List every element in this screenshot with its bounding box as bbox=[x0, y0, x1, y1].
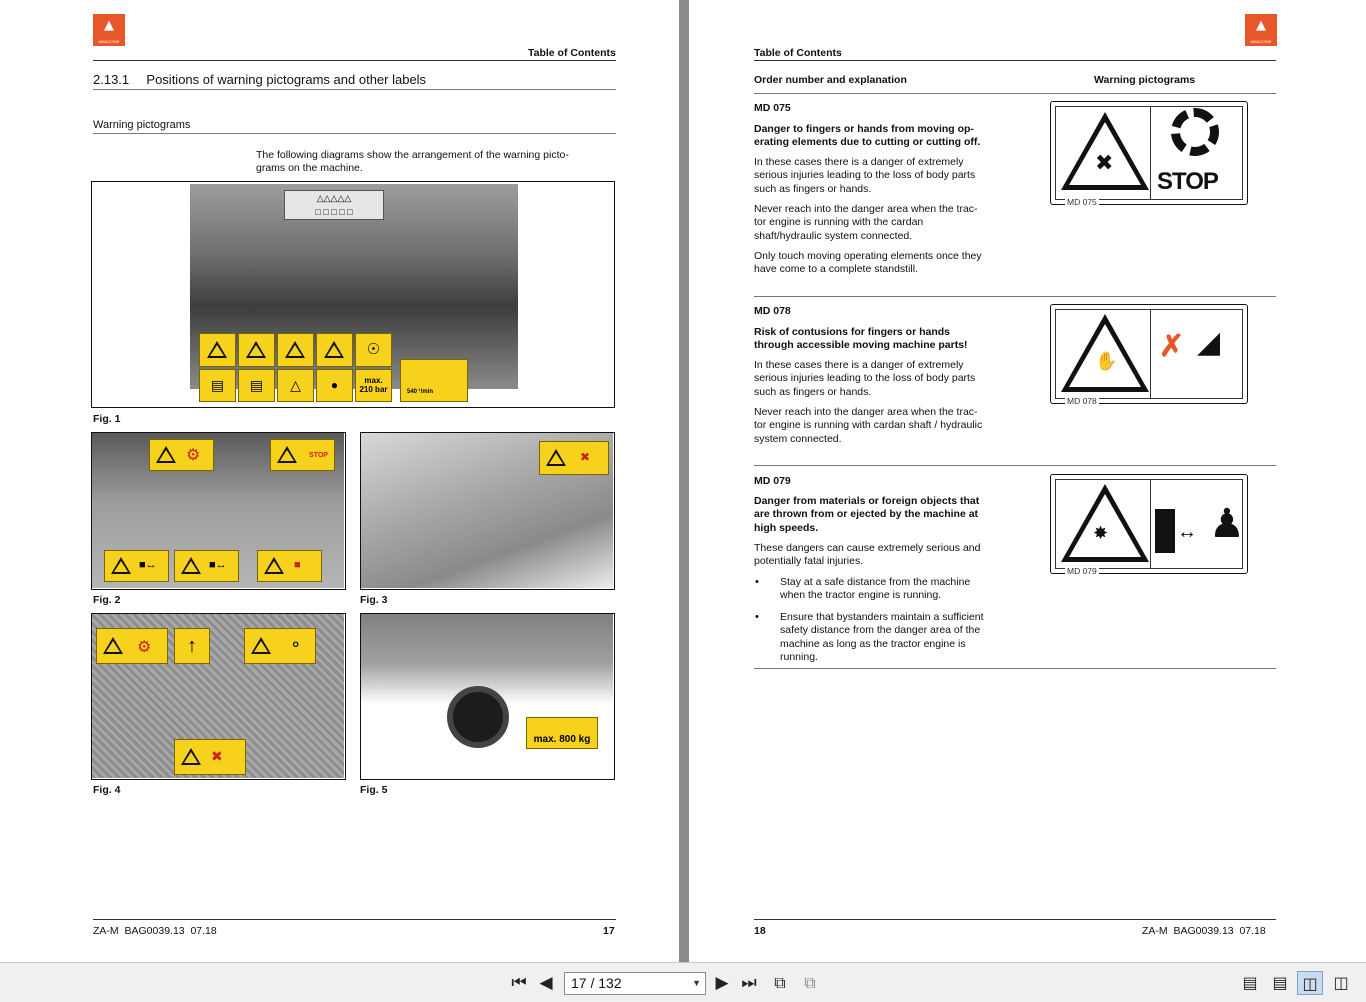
entry-text-md075-p1: In these cases there is a danger of extremely serious injuries leading to the loss of body parts such as fingers or hands. bbox=[754, 156, 976, 195]
fig5-label: Fig. 5 bbox=[360, 784, 388, 796]
entry-rule bbox=[754, 668, 1276, 669]
pictogram-md078: ✋ ✗ ◢ MD 078 bbox=[1050, 304, 1248, 404]
amazone-logo: ▲ AMAZONE bbox=[1245, 14, 1277, 46]
entry-text-md078-p1: In these cases there is a danger of extremely serious injuries leading to the loss of body parts such as fingers or hands. bbox=[754, 359, 976, 398]
section-title: Positions of warning pictograms and other labels bbox=[146, 72, 427, 87]
section-rule bbox=[93, 89, 616, 90]
entry-bullet-1: Stay at a safe distance from the machine when the tractor engine is running. bbox=[780, 576, 971, 602]
entry-rule bbox=[754, 465, 1276, 466]
entry-code-md079: MD 079 bbox=[754, 475, 791, 487]
fig3-label: Fig. 3 bbox=[360, 594, 388, 606]
entry-rule bbox=[754, 296, 1276, 297]
subheading: Warning pictograms bbox=[93, 119, 191, 131]
warning-label-strip: ☉ ▤ ▤ △ ● max. 210 bar 540 ¹/min bbox=[199, 333, 469, 403]
two-page-icon[interactable]: ◫ bbox=[1297, 971, 1323, 995]
bullet-marker: • bbox=[755, 576, 759, 588]
single-page-icon[interactable]: ▤ bbox=[1242, 973, 1258, 992]
page-header: Table of Contents bbox=[528, 47, 616, 59]
bullet-marker: • bbox=[755, 611, 759, 623]
page-header: Table of Contents bbox=[754, 47, 842, 59]
figure-3: ✖ bbox=[360, 432, 615, 590]
entry-title-md079: Danger from materials or foreign objects that are thrown from or ejected by the machine at high speeds. bbox=[754, 495, 980, 534]
max-load-label: max. 800 kg bbox=[526, 717, 598, 749]
entry-title-md075: Danger to fingers or hands from moving op- erating elements due to cutting or cutting off. bbox=[754, 123, 981, 149]
pictogram-md075: ✖ STOP MD 075 bbox=[1050, 101, 1248, 205]
max-pressure-label: max. 210 bar bbox=[355, 369, 392, 402]
intro-text: The following diagrams show the arrangement of the warning picto- grams on the machine. bbox=[256, 149, 569, 175]
footer-doc-id: ZA-M BAG0039.13 07.18 bbox=[1142, 925, 1266, 937]
jockey-wheel bbox=[447, 686, 509, 748]
entry-text-md075-p2: Never reach into the danger area when the trac- tor engine is running with the cardan shaft/hydraulic system connected. bbox=[754, 203, 978, 242]
page-number-select[interactable] bbox=[564, 972, 706, 995]
figure-5 bbox=[360, 613, 615, 780]
fig4-label: Fig. 4 bbox=[93, 784, 121, 796]
header-rule bbox=[754, 60, 1276, 61]
footer-rule bbox=[93, 919, 616, 920]
fig2-label: Fig. 2 bbox=[93, 594, 121, 606]
right-page bbox=[689, 0, 1366, 962]
entry-text-md075-p3: Only touch moving operating elements once they have come to a complete standstill. bbox=[754, 250, 982, 276]
entry-title-md078: Risk of contusions for fingers or hands through accessible moving machine parts! bbox=[754, 326, 968, 352]
continuous-icon[interactable]: ▤ bbox=[1272, 973, 1288, 992]
press-arrow-icon: ◢ bbox=[1197, 326, 1221, 359]
left-page bbox=[0, 0, 679, 962]
column-rule bbox=[754, 93, 1276, 94]
distance-arrow-icon: ↔ bbox=[1177, 521, 1197, 543]
decal-sheet: △△△△△ □ □ □ □ □ bbox=[284, 190, 384, 220]
last-page-icon[interactable]: ⏭ bbox=[741, 973, 757, 993]
amazone-logo: ▲ AMAZONE bbox=[93, 14, 125, 46]
footer-page-number: 18 bbox=[754, 925, 766, 937]
stop-text: STOP bbox=[1157, 168, 1218, 195]
fig1-label: Fig. 1 bbox=[93, 413, 121, 425]
machine-block-icon bbox=[1155, 509, 1175, 553]
entry-text-md079-p1: These dangers can cause extremely serious and potentially fatal injuries. bbox=[754, 542, 981, 568]
pto-speed-label: 540 ¹/min bbox=[400, 359, 468, 402]
header-rule bbox=[93, 60, 616, 61]
crossed-hand-icon: ✗ bbox=[1159, 330, 1185, 363]
section-number: 2.13.1 bbox=[93, 72, 130, 87]
column-heading-right: Warning pictograms bbox=[1094, 74, 1196, 86]
ejected-object-icon: ✸ bbox=[1093, 523, 1109, 543]
entry-code-md075: MD 075 bbox=[754, 102, 791, 114]
footer-doc-id: ZA-M BAG0039.13 07.18 bbox=[93, 925, 217, 937]
footer-page-number: 17 bbox=[603, 925, 615, 937]
chevron-down-icon: ▼ bbox=[692, 978, 701, 988]
first-page-icon[interactable]: ⏮ bbox=[511, 973, 527, 993]
viewer-toolbar bbox=[0, 962, 1366, 1002]
page-indicator: 17 / 132 bbox=[571, 975, 622, 991]
rotate-icon[interactable]: ⧉ bbox=[774, 973, 786, 992]
column-heading-left: Order number and explanation bbox=[754, 74, 907, 86]
section-heading bbox=[93, 72, 426, 87]
prev-page-icon[interactable]: ◀ bbox=[539, 973, 553, 993]
figure-1 bbox=[91, 181, 615, 408]
next-page-icon[interactable]: ▶ bbox=[715, 973, 729, 993]
footer-rule bbox=[754, 919, 1276, 920]
rotor-icon bbox=[1171, 108, 1219, 156]
hand-crush-icon: ✋ bbox=[1095, 351, 1118, 371]
copy-icon[interactable]: ⧉ bbox=[804, 973, 816, 992]
subheading-rule bbox=[93, 133, 616, 134]
page-divider bbox=[679, 0, 689, 962]
person-icon: ♟ bbox=[1209, 501, 1245, 547]
entry-bullet-2: Ensure that bystanders maintain a sufficient safety distance from the danger area of the machine as long as the tractor engine is running. bbox=[780, 611, 984, 663]
two-page-continuous-icon[interactable]: ◫ bbox=[1333, 973, 1349, 992]
figure-2: ⚙ STOP ■↔ ■↔ ■ bbox=[91, 432, 346, 590]
figure-4: ⚙ ↑ ⚬ ✖ bbox=[91, 613, 346, 780]
entry-code-md078: MD 078 bbox=[754, 305, 791, 317]
entry-text-md078-p2: Never reach into the danger area when the trac- tor engine is running with cardan shaft / hydraulic system connected. bbox=[754, 406, 983, 445]
pictogram-md079: ✸ ↔ ♟ MD 079 bbox=[1050, 474, 1248, 574]
hand-cut-icon: ✖ bbox=[1095, 150, 1114, 175]
